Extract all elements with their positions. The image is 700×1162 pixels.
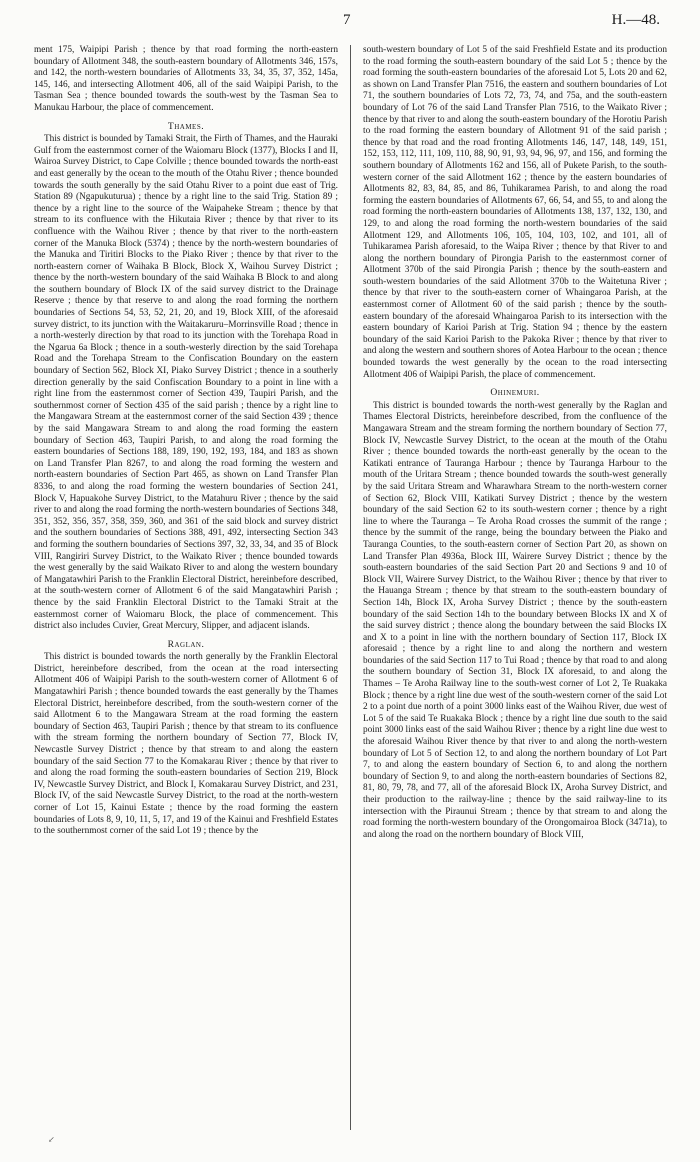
section-title-raglan: Raglan. [167,638,205,650]
right-column [363,45,667,841]
page-header [0,12,700,36]
left-column [34,45,338,838]
document-reference: H.—48. [611,12,660,28]
column-divider [350,45,351,1130]
paragraph: This district is bounded towards the north-west generally by the Raglan and Thames Electoral Districts, hereinbefore described, from the confluence of the Mangawara Stream and the stream forming the northern boundary of Section 77, Block IV, Newcastle Survey District, to the ocean at the mouth of the Otahu River ; thence bounded towards the north-east generally by the ocean to the Katikati entrance of Tauranga Harbour ; thence by Tauranga Harbour to the mouth of the Uritara Stream ; thence bounded towards the south-west generally by the said Uritara Stream and Wharawhara Stream to the north-western corner of Section 62, Block VIII, Katikati Survey District ; thence by the western boundary of the said Section 62 to its south-western corner ; thence by a right line to where the Tauranga – Te Aroha Road crosses the summit of the range ; thence by the summit of the range, being the boundary between the Piako and Tauranga Counties, to the south-eastern corner of Section Part 20, as shown on Land Transfer Plan 4936a, Block III, Wairere Survey District ; thence by the south-eastern boundaries of the said Section Part 20 and Sections 9 and 10 of Block VII, Wairere Survey District, to the Waihou River ; thence by that river to the Hauanga Stream ; thence by that stream to the south-eastern boundary of Section 14h, Block IX, Aroha Survey District ; thence by the south-eastern boundary of the said Section 14h to the boundary between Blocks IX and X of the said survey district ; thence along the boundary between the said Blocks IX and X to a point in line with the northern boundary of Section 117, Block IX aforesaid ; thence by a right line to and along the northern and western boundaries of the said Section 117 to Tui Road ; thence by that road to and along the southern boundary of Section 31, Block IX aforesaid, to and along the Thames – Te Aroha Railway line to the south-west corner of Lot 2, Te Ruakaka Block ; thence by a right line due west of the south-western corner of the said Lot 2 to a point due north of a point 3000 links east of the Waihou River, due west of Lot 5 of the said Te Ruakaka Block ; thence by a right line due south to the said point 3000 links east of the said Waihou River ; thence by a right line due west to the aforesaid Waihou River thence by that river to and along the north-western boundary of Lot 5 of Section 12, to and along the northern boundary of Lot Part 7, to and along the eastern boundary of Section 6, to and along the northern boundary of Section 9, to and along the north-eastern boundaries of Sections 82, 81, 80, 79, 78, and 77, all of the aforesaid Block IX, Aroha Survey District, and their production to the railway-line ; thence by the said railway-line to its intersection with the Piraunui Stream ; thence by that stream to and along the road forming the north-western boundary of the Orongomairoa Block (3471a), to and along the road on the northern boundary of Block VIII, [363,400,667,840]
paragraph: ment 175, Waipipi Parish ; thence by that road forming the north-eastern boundary of Allotment 348, the south-eastern boundary of Allotments 346, 157s, and 142, the north-western boundaries of Allotments 33, 34, 35, 37, 352, 145a, 145, 146, and intersecting Allotment 406, all of the said Waipipi Parish, to the Tasman Sea ; thence bounded towards the south-west by the Tasman Sea to Manukau Harbour, the place of commencement. [34,45,338,113]
page-number: 7 [343,12,351,28]
paragraph: south-western boundary of Lot 5 of the said Freshfield Estate and its production to the road forming the south-eastern boundary of the said Lot 5 ; thence by the road forming the south-eastern boundaries of the aforesaid Lot 5, Lots 20 and 62, as shown on Land Transfer Plan 7516, the eastern and southern boundaries of Lot 71, the southern boundaries of Lots 72, 73, 74, and 75a, and the south-eastern boundary of Lot 76 of the said Land Transfer Plan 7516, to the Waikato River ; thence by that river to and along the south-eastern boundary of the Horotiu Parish to the road forming the eastern boundary of Allotment 91 of the said parish ; thence by that road and the road fronting Allotments 146, 147, 148, 149, 151, 152, 153, 112, 111, 109, 110, 88, 90, 91, 93, 94, 96, 97, and 156, and forming the southern boundary of Allotments 162 and 156, all of Pukete Parish, to the south-western corner of the said Allotment 162 ; thence by the eastern boundaries of Allotments 82, 83, 84, 85, and 86, Tuhikaramea Parish, to and along the road forming the eastern boundaries of Allotments 67, 66, 54, and 55, to and along the road forming the north-eastern boundaries of Allotments 138, 137, 132, 130, and 129, to and along the road forming the north-western boundaries of the said Allotment 129, and Allotments 106, 105, 104, 103, 102, and 101, all of Tuhikaramea Parish aforesaid, to the Waipa River ; thence by that River to and along the northern boundary of Pirongia Parish to the easternmost corner of Allotment 370b of the said Pirongia Parish ; thence by the south-eastern and south-western boundaries of the said Allotment 370b to the Waitetuna River ; thence by that river to the south-eastern corner of Whaingaroa Parish, at the easternmost corner of Allotment 60 of the said parish ; thence by the south-eastern boundary of the aforesaid Whaingaroa Parish to its intersection with the eastern boundary of Karioi Parish at Trig. Station 94 ; thence by the eastern boundary of the said Karioi Parish to the Pakoka River ; thence by that river to and along the western and southern shores of Aotea Harbour to the ocean ; thence bounded towards the west generally by the ocean to the road intersecting Allotment 406 of Waipipi Parish, the place of commencement. [363,45,667,380]
paragraph: This district is bounded by Tamaki Strait, the Firth of Thames, and the Hauraki Gulf from the easternmost corner of the Waiomaru Block (1377), Blocks I and II, Wairoa Survey District, to Cape Colville ; thence bounded towards the north-east and east generally by the ocean to the mouth of the Otahu River ; thence bounded towards the south generally by the said Otahu River to a point due east of Trig. Station 89 (Ngapukuturua) ; thence by a right line to the said Trig. Station 89 ; thence by a right line to the source of the Waipaheke Stream ; thence by that stream to its confluence with the Hikutaia River ; thence by that river to its confluence with the Waihou River ; thence by that river to the north-eastern corner of the Manuka Block (5374) ; thence by the north-western boundaries of the Manuka and Tiritiri Blocks to the Piako River ; thence by that river to the north-eastern corner of Waihaka B Block, Block X, Waihou Survey District ; thence by the north-western boundary of the said Waihaka B Block to and along the southern boundary of Block IX of the said survey district to the Drainage Reserve ; thence by that reserve to and along the road forming the northern boundaries of Sections 54, 53, 52, 21, 20, and 19, Block XIII, of the aforesaid survey district, to its junction with the Waitakaruru–Morrinsville Road ; thence in a north-westerly direction by that road to its junction with the Torehapa Road in the Ngarua 6a Block ; thence in a south-westerly direction by the said Torehapa Road and the Torehapa Stream to the Confiscation Boundary on the eastern boundary of Section 562, Block XI, Piako Survey District ; thence in a southerly direction generally by the said Confiscation Boundary to a point in line with a right line from the easternmost corner of Section 439, Taupiri Parish, and the southernmost corner of Section 435 of the said parish ; thence by a right line to the Mangawara Stream at the easternmost corner of the said Section 439 ; thence by the said Mangawara Stream to and along the road forming the eastern boundary of Section 463, Taupiri Parish, to and along the road forming the eastern boundaries of Sections 188, 189, 190, 192, 193, 184, and 183 as shown on Land Transfer Plan 8267, to and along the road forming the western and north-eastern boundaries of Section Part 465, as shown on Land Transfer Plan 8336, to and along the road forming the western boundaries of Section 241, Block V, Hapuakohe Survey District, to the Matahuru River ; thence by the said river to and along the road forming the north-western boundaries of Sections 348, 351, 352, 356, 357, 358, 359, 360, and 361 of the said block and survey district and the southern boundaries of Sections 388, 491, 492, intersecting Section 343 and forming the southern boundaries of Sections 397, 32, 33, 34, and 35 of Block VIII, Rangiriri Survey District, to the Waikato River ; thence bounded towards the west generally by the said Waikato River to and along the western boundary of Mangatawhiri Parish to the Franklin Electoral District, hereinbefore described, at the south-western corner of Allotment 6 of the said Mangatawhiri Parish ; thence by the said Franklin Electoral District to the Tamaki Strait at the easternmost corner of Waiomaru Block, the place of commencement. This district also includes Cuvier, Great Mercury, Slipper, and adjacent islands. [34,134,338,632]
section-title-ohinemuri: Ohinemuri. [490,387,540,399]
paragraph: This district is bounded towards the north generally by the Franklin Electoral District, hereinbefore described, from the ocean at the road intersecting Allotment 406 of Waipipi Parish to the south-western corner of Allotment 6 of Mangatawhiri Parish ; thence bounded towards the east generally by the Thames Electoral District, hereinbefore described, from the south-western corner of the said Allotment 6 to the Mangawara Stream at the road forming the eastern boundary of Section 463, Taupiri Parish ; thence by that stream to its confluence with the stream forming the northern boundary of Section 77, Block IV, Newcastle Survey District ; thence by that stream to and along the eastern boundary of the said Section 77 to the Komakarau River ; thence by that river to and along the road forming the south-eastern boundaries of Section 219, Block IV, Newcastle Survey District, and Block I, Komakarau Survey District, and 231, Block IV, of the said Newcastle Survey District, to the road at the north-western corner of Lot 15, Kainui Estate ; thence by the road forming the eastern boundaries of Lots 8, 9, 10, 11, 5, 17, and 19 of the Kainui and Freshfield Estates to the southernmost corner of the said Lot 19 ; thence by the [34,652,338,837]
margin-mark: ↙ [48,1135,55,1144]
section-title-thames: Thames. [167,120,205,132]
